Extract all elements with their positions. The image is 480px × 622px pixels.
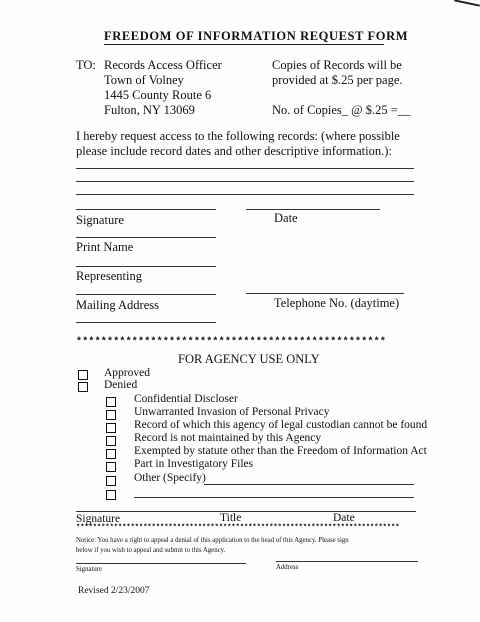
records-description-line-2[interactable] bbox=[76, 181, 414, 182]
reason-checkbox-extra[interactable] bbox=[106, 490, 116, 500]
appeal-address-line[interactable] bbox=[276, 561, 418, 562]
agency-signature-line[interactable] bbox=[76, 511, 416, 512]
reason-checkbox-not-found[interactable] bbox=[106, 423, 116, 433]
appeal-notice-line-2: below if you wish to appeal and submit to this Agency. bbox=[76, 547, 226, 554]
denied-checkbox[interactable] bbox=[78, 382, 88, 392]
approved-checkbox[interactable] bbox=[78, 370, 88, 380]
agency-signature-label: Signature bbox=[76, 513, 121, 525]
denied-label: Denied bbox=[104, 379, 138, 391]
reason-checkbox-confidential[interactable] bbox=[106, 397, 116, 407]
reason-checkbox-exempted[interactable] bbox=[106, 449, 116, 459]
address-line-3: 1445 County Route 6 bbox=[104, 88, 212, 102]
request-text-line-1: I hereby request access to the following records: (where possible bbox=[76, 129, 400, 143]
appeal-address-label: Address bbox=[276, 564, 299, 571]
reason-label-investigatory: Part in Investigatory Files bbox=[134, 458, 254, 470]
reason-checkbox-privacy[interactable] bbox=[106, 410, 116, 420]
reason-label-not-maintained: Record is not maintained by this Agency bbox=[134, 432, 322, 444]
signature-label: Signature bbox=[76, 213, 124, 227]
representing-line[interactable] bbox=[76, 266, 216, 267]
title-underline bbox=[104, 44, 384, 45]
number-of-copies-field[interactable]: No. of Copies_ @ $.25 =__ bbox=[272, 103, 411, 117]
telephone-line[interactable] bbox=[246, 293, 404, 294]
appeal-notice-line-1: Notice: You have a right to appeal a denial of this application to the head of this Agency. Please sign bbox=[76, 537, 349, 544]
separator-stars-top: ************************************************** bbox=[76, 337, 387, 348]
address-line-2: Town of Volney bbox=[104, 73, 184, 87]
print-name-label: Print Name bbox=[76, 240, 134, 254]
agency-title-label: Title bbox=[220, 512, 242, 524]
scan-artifact-mark bbox=[454, 0, 480, 7]
reason-label-not-found: Record of which this agency of legal custodian cannot be found bbox=[134, 419, 428, 431]
mailing-address-line-2[interactable] bbox=[76, 322, 216, 323]
other-specify-line[interactable] bbox=[204, 484, 414, 485]
other-specify-line-2[interactable] bbox=[134, 497, 414, 498]
representing-label: Representing bbox=[76, 269, 142, 283]
reason-label-other: Other (Specify) bbox=[134, 472, 206, 484]
agency-date-label: Date bbox=[333, 512, 355, 524]
records-description-line-1[interactable] bbox=[76, 168, 414, 169]
address-line-1: Records Access Officer bbox=[104, 58, 222, 72]
mailing-address-label: Mailing Address bbox=[76, 298, 159, 312]
to-label: TO: bbox=[76, 58, 96, 72]
form-title: FREEDOM OF INFORMATION REQUEST FORM bbox=[104, 29, 409, 43]
reason-checkbox-other[interactable] bbox=[106, 476, 116, 486]
date-label: Date bbox=[274, 211, 298, 225]
reason-checkbox-investigatory[interactable] bbox=[106, 462, 116, 472]
revised-date: Revised 2/23/2007 bbox=[78, 586, 150, 596]
date-line[interactable] bbox=[246, 209, 380, 210]
appeal-signature-label: Signature bbox=[76, 566, 103, 573]
copies-note-line-2: provided at $.25 per page. bbox=[272, 73, 403, 87]
signature-line[interactable] bbox=[76, 209, 216, 210]
request-text-line-2: please include record dates and other descriptive information.): bbox=[76, 144, 392, 158]
copies-note-line-1: Copies of Records will be bbox=[272, 58, 402, 72]
separator-stars-bottom: ***************************************************************************** bbox=[76, 524, 400, 532]
telephone-label: Telephone No. (daytime) bbox=[274, 296, 400, 310]
records-description-line-3[interactable] bbox=[76, 194, 414, 195]
mailing-address-line[interactable] bbox=[76, 294, 216, 295]
agency-use-heading: FOR AGENCY USE ONLY bbox=[178, 352, 320, 366]
approved-label: Approved bbox=[104, 367, 150, 379]
appeal-signature-line[interactable] bbox=[76, 563, 246, 564]
reason-checkbox-not-maintained[interactable] bbox=[106, 436, 116, 446]
reason-label-privacy: Unwarranted Invasion of Personal Privacy bbox=[134, 406, 330, 418]
reason-label-exempted: Exempted by statute other than the Freedom of Information Act bbox=[134, 445, 427, 457]
print-name-line[interactable] bbox=[76, 237, 216, 238]
reason-label-confidential: Confidential Discloser bbox=[134, 393, 238, 405]
address-line-4: Fulton, NY 13069 bbox=[104, 103, 195, 117]
